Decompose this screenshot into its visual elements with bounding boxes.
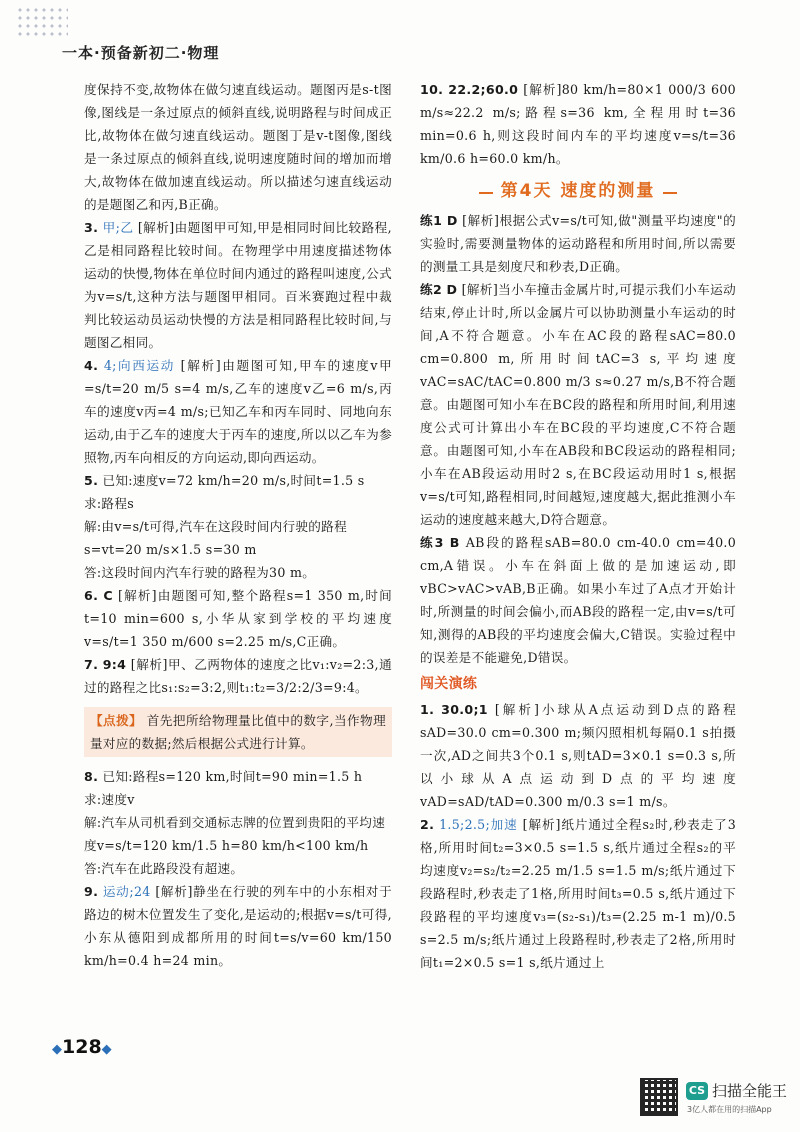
qr-code-icon [640, 1078, 678, 1116]
answer-explanation: [解析]80 km/h=80×1 000/3 600 m/s≈22.2 m/s;路程s=36 km,全程用时t=36 min=0.6 h,则这段时间内车的平均速度v=s/t=36 km/0.6 h=60.0 km/h。 [420, 82, 736, 166]
answer-number: 7. [84, 657, 99, 672]
answer-key: B [449, 535, 460, 550]
answer-explanation: [解析]根据公式v=s/t可知,做"测量平均速度"的实验时,需要测量物体的运动路程和所用时间,所以需要的测量工具是刻度尺和秒表,D正确。 [420, 213, 736, 274]
answer-key: 9:4 [102, 657, 127, 672]
tip-box [84, 707, 392, 757]
answer-explanation: [解析]静坐在行驶的列车中的小东相对于路边的树木位置发生了变化,是运动的;根据v=s/t可得,小东从德阳到成都所用的时间t=s/v=60 km/150 km/h=0.4 h=24 min。 [84, 884, 392, 968]
scanner-app-name: 扫描全能王 [712, 1082, 788, 1100]
answer-explanation: [解析]甲、乙两物体的速度之比v₁:v₂=2:3,通过的路程之比s₁:s₂=3:2,则t₁:t₂=3/2:2/3=9:4。 [84, 657, 392, 695]
answer-number: 5. [84, 473, 99, 488]
answer-explanation: [解析]由题图可知,整个路程s=1 350 m,时间t=10 min=600 s,小华从家到学校的平均速度v=s/t=1 350 m/600 s=2.25 m/s,C正确。 [84, 588, 392, 649]
right-column [420, 78, 736, 974]
answer-key: 22.2;60.0 [448, 82, 519, 97]
page-header-title: 一本·预备新初二·物理 [62, 44, 220, 62]
answer-key: D [446, 282, 458, 297]
page-number-text: 128 [62, 1036, 102, 1058]
practice-number: 练3 [420, 535, 444, 550]
solution-line: 求:速度v [84, 792, 135, 807]
solution-line: s=vt=20 m/s×1.5 s=30 m [84, 542, 257, 557]
answer-key: C [103, 588, 113, 603]
decorative-dot-grid [16, 6, 68, 40]
practice-number: 练2 [420, 282, 443, 297]
answer-number: 10. [420, 82, 444, 97]
left-column [84, 78, 392, 972]
day-title-text: 第4天 速度的测量 [489, 181, 668, 201]
solution-line: 求:路程s [84, 496, 134, 511]
page-number [52, 1036, 112, 1058]
drill-1 [420, 698, 736, 813]
solution-line: 已知:速度v=72 km/h=20 m/s,时间t=1.5 s [102, 473, 365, 488]
answer-number: 4. [84, 358, 99, 373]
answer-explanation: AB段的路程sAB=80.0 cm-40.0 cm=40.0 cm,A错误。小车在斜面上做的是加速运动,即vBC>vAC>vAB,B正确。如果小车过了A点才开始计时,所测量的时间会偏小,而AB段的路程一定,由v=s/t可知,测得的AB段的平均速度会偏大,C错误。实验过程中的误差是不能避免,D错误。 [420, 535, 737, 665]
answer-explanation: [解析]纸片通过全程s₂时,秒表走了3格,所用时间t₂=3×0.5 s=1.5 s,纸片通过全程s₂的平均速度v₂=s₂/t₂=2.25 m/1.5 s=1.5 m/s;纸片通过下段路程时,秒表走了1格,所用时间t₃=0.5 s,纸片通过下段路程的平均速度v₃=(s₂-s₁)/t₃=(2.25 m-1 m)/0.5 s=2.5 m/s;纸片通过上段路程时,秒表走了2格,所用时间t₁=2×0.5 s=1 s,纸片通过上 [420, 817, 737, 970]
answer-key: 4;向西运动 [103, 358, 175, 373]
answer-key: 30.0;1 [441, 702, 488, 717]
answer-continuation: 度保持不变,故物体在做匀速直线运动。题图丙是s-t图像,图线是一条过原点的倾斜直线,说明路程与时间成正比,故物体在做匀速直线运动。题图丁是v-t图像,图线是一条过原点的倾斜直线,说明速度随时间的增加而增大,故物体在做加速直线运动。所以描述匀速直线运动的是题图乙和丙,B正确。 [84, 82, 392, 212]
answer-9 [84, 880, 392, 972]
drill-2 [420, 813, 736, 974]
answer-key: 1.5;2.5;加速 [439, 817, 518, 832]
solution-line: 答:这段时间内汽车行驶的路程为30 m。 [84, 565, 316, 580]
answer-number: 1. [420, 702, 435, 717]
answer-number: 3. [84, 220, 99, 235]
answer-number: 9. [84, 884, 99, 899]
solution-line: 解:由v=s/t可得,汽车在这段时间内行驶的路程 [84, 519, 347, 534]
practice-number: 练1 [420, 213, 443, 228]
answer-explanation: [解析]小球从A点运动到D点的路程sAD=30.0 cm=0.300 m;频闪照相机每隔0.1 s拍摄一次,AD之间共3个0.1 s,则tAD=3×0.1 s=0.3 s,所以小球从A点运动到D点的平均速度vAD=sAD/tAD=0.300 m/0.3 s=1 m/s。 [420, 702, 736, 809]
scanner-logo-icon: CS [686, 1082, 708, 1100]
diamond-icon: ◆ [52, 1042, 62, 1057]
practice-2 [420, 278, 736, 531]
answer-number: 2. [420, 817, 435, 832]
answer-explanation: [解析]由题图可知,甲车的速度v甲=s/t=20 m/5 s=4 m/s,乙车的速度v乙=6 m/s,丙车的速度v丙=4 m/s;已知乙车和丙车同时、同地向东运动,由于乙车的速度大于丙车的速度,所以以乙车为参照物,丙车向相反的方向运动,即向西运动。 [84, 358, 392, 465]
section-heading-drills: 闯关演练 [420, 676, 478, 692]
answer-explanation: [解析]当小车撞击金属片时,可提示我们小车运动结束,停止计时,所以金属片可以协助测量小车运动的时间,A不符合题意。小车在AC段的路程sAC=80.0 cm=0.800 m,所用时间tAC=3 s,平均速度vAC=sAC/tAC=0.800 m/3 s≈0.27 m/s,B不符合题意。由题图可知小车在BC段的路程和所用时间,利用速度公式可计算出小车在BC段的平均速度,C不符合题意。由题图可知,小车在AB段和BC段运动的路程相同;小车在AB段运动用时2 s,在BC段运动用时1 s,根据v=s/t可知,路程相同,时间越短,速度越大,据此推测小车运动的速度越来越大,D符合题意。 [420, 282, 736, 527]
answer-number: 6. [84, 588, 99, 603]
answer-10 [420, 78, 736, 170]
answer-3 [84, 216, 392, 354]
answer-4 [84, 354, 392, 469]
tip-label: 【点拨】 [90, 713, 143, 728]
answer-key: 甲;乙 [102, 220, 134, 235]
answer-explanation: [解析]由题图甲可知,甲是相同时间比较路程,乙是相同路程比较时间。在物理学中用速度描述物体运动的快慢,物体在单位时间内通过的路程叫速度,公式为v=s/t,这种方法与题图甲相同。百米赛跑过程中裁判比较运动员运动快慢的方法是相同路程比较时间,与题图乙相同。 [84, 220, 392, 350]
answer-8 [84, 765, 392, 880]
practice-1 [420, 209, 736, 278]
answer-key: 运动;24 [102, 884, 151, 899]
solution-line: 已知:路程s=120 km,时间t=90 min=1.5 h [102, 769, 363, 784]
practice-3 [420, 531, 736, 669]
answer-number: 8. [84, 769, 99, 784]
answer-5 [84, 469, 392, 584]
tip-text: 首先把所给物理量比值中的数字,当作物理量对应的数据;然后根据公式进行计算。 [90, 713, 387, 751]
solution-line: 解:汽车从司机看到交通标志牌的位置到贵阳的平均速度v=s/t=120 km/1.5 h=80 km/h<100 km/h [84, 815, 386, 853]
answer-key: D [446, 213, 458, 228]
solution-line: 答:汽车在此路段没有超速。 [84, 861, 244, 876]
section-heading-day-4 [420, 180, 736, 203]
answer-6 [84, 584, 392, 653]
answer-7 [84, 653, 392, 699]
diamond-icon: ◆ [101, 1042, 112, 1057]
scanner-tagline: 3亿人都在用的扫描App [687, 1105, 772, 1114]
